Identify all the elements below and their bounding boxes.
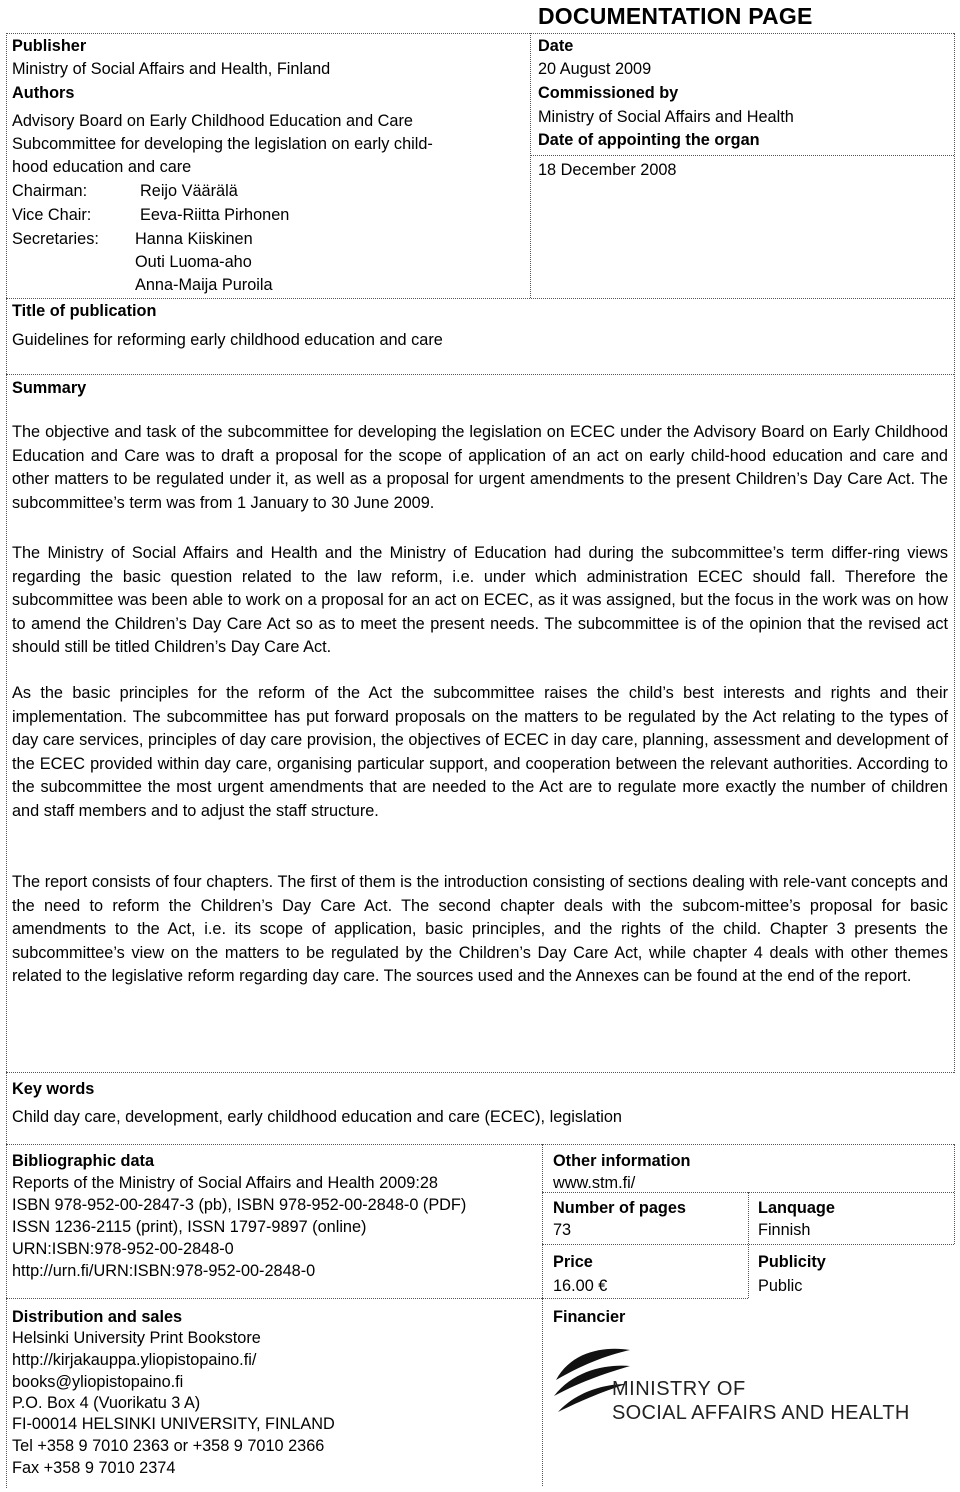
rule (6, 1072, 954, 1073)
bibliographic-line: ISSN 1236-2115 (print), ISSN 1797-9897 (online) (12, 1218, 367, 1236)
distribution-line: FI-00014 HELSINKI UNIVERSITY, FINLAND (12, 1415, 335, 1433)
number-of-pages-label: Number of pages (553, 1199, 686, 1217)
distribution-line: Tel +358 9 7010 2363 or +358 9 7010 2366 (12, 1437, 325, 1455)
publicity-label: Publicity (758, 1253, 826, 1271)
distribution-line: books@yliopistopaino.fi (12, 1373, 184, 1391)
title-of-publication-value: Guidelines for reforming early childhood education and care (12, 331, 443, 349)
rule (530, 155, 954, 156)
rule (542, 1144, 543, 1486)
rule (748, 1192, 749, 1298)
bibliographic-line: URN:ISBN:978-952-00-2848-0 (12, 1240, 234, 1258)
summary-paragraph: The Ministry of Social Affairs and Health and the Ministry of Education had during the subcommittee’s term differ-ring views regarding the basic question related to the law reform, i.e. under which administration ECEC should fall. Therefore the subcommittee was been able to work on a proposal for an act on ECEC, as it was assigned, but the focus in the work was on how to amend the Children’s Day Care Act so as to meet the present needs. The subcommittee is of the opinion that the revised act should still be titled Children’s Day Care Act. (12, 544, 948, 657)
other-information-value: www.stm.fi/ (553, 1174, 636, 1192)
logo-line-2: SOCIAL AFFAIRS AND HEALTH (612, 1402, 910, 1424)
appointing-date-value: 18 December 2008 (538, 161, 677, 179)
summary-paragraph: The objective and task of the subcommittee for developing the legislation on ECEC under the Advisory Board on Early Childhood Education and Care was to draft a proposal for the scope of application of an act on early child-hood education and care and other matters to be regulated under it, as well as a proposal for urgent amendments to the present Children’s Day Care Act. The subcommittee’s term was from 1 January to 30 June 2009. (12, 423, 948, 512)
authors-board: Advisory Board on Early Childhood Education and Care (12, 112, 413, 130)
number-of-pages-value: 73 (553, 1221, 572, 1239)
rule (530, 33, 531, 298)
chairman-name: Reijo Väärälä (140, 182, 238, 200)
bibliographic-line: http://urn.fi/URN:ISBN:978-952-00-2848-0 (12, 1262, 316, 1280)
rule (6, 1144, 954, 1145)
secretaries-label: Secretaries: (12, 230, 99, 248)
secretary-name: Hanna Kiiskinen (135, 230, 253, 248)
distribution-line: http://kirjakauppa.yliopistopaino.fi/ (12, 1351, 257, 1369)
distribution-line: P.O. Box 4 (Vuorikatu 3 A) (12, 1394, 201, 1412)
commissioned-by-label: Commissioned by (538, 84, 679, 102)
bibliographic-line: ISBN 978-952-00-2847-3 (pb), ISBN 978-952-00-2848-0 (PDF) (12, 1196, 467, 1214)
commissioned-by-value: Ministry of Social Affairs and Health (538, 108, 794, 126)
rule (6, 374, 954, 375)
vice-chair-name: Eeva-Riitta Pirhonen (140, 206, 290, 224)
vice-chair-label: Vice Chair: (12, 206, 92, 224)
authors-subcommittee-cont: hood education and care (12, 158, 192, 176)
secretary-name: Anna-Maija Puroila (135, 276, 273, 294)
rule (542, 1244, 954, 1245)
date-label: Date (538, 37, 574, 55)
secretary-name: Outi Luoma-aho (135, 253, 252, 271)
appointing-date-label: Date of appointing the organ (538, 131, 760, 149)
summary-paragraph: As the basic principles for the reform of the Act the subcommittee raises the child’s best interests and rights and their implementation. The subcommittee has put forward proposals on the matters to be regulated by the Act relating to the types of day care services, principles of day care provision, the objectives of ECEC in day care, planning, assessment and development of the ECEC provided within day care, organising particular support, and cooperation between the relevant authorities. According to the subcommittee the most urgent amendments that are needed to the Act are to regulate more exactly the number of children and staff members and to adjust the staff structure. (12, 684, 948, 820)
financier-label: Financier (553, 1308, 626, 1326)
rule (6, 33, 954, 34)
authors-label: Authors (12, 84, 75, 102)
keywords-label: Key words (12, 1080, 95, 1098)
distribution-line: Fax +358 9 7010 2374 (12, 1459, 176, 1477)
date-value: 20 August 2009 (538, 60, 652, 78)
chairman-label: Chairman: (12, 182, 88, 200)
rule (954, 33, 955, 1073)
rule (6, 33, 7, 1488)
bibliographic-line: Reports of the Ministry of Social Affairs and Health 2009:28 (12, 1174, 438, 1192)
publisher-label: Publisher (12, 37, 87, 55)
distribution-line: Helsinki University Print Bookstore (12, 1329, 261, 1347)
price-label: Price (553, 1253, 593, 1271)
summary-paragraph: The report consists of four chapters. The first of them is the introduction consisting of sections dealing with rele-vant concepts and the need to reform the Children’s Day Care Act. The second chapter deals with the subcom-mittee’s proposal for basic amendments to the Act, i.e. its scope of application, basic principles, and the rights of the child. Chapter 3 presents the subcommittee’s view on the matters to be regulated by the Children’s Day Care Act, while chapter 4 deals with other themes related to the legislative reform regarding day care. The sources used and the Annexes can be found at the end of the report. (12, 873, 948, 986)
summary-label: Summary (12, 379, 87, 397)
rule (6, 298, 954, 299)
rule (954, 1144, 955, 1244)
publisher-value: Ministry of Social Affairs and Health, Finland (12, 60, 331, 78)
rule (6, 1298, 542, 1299)
bibliographic-label: Bibliographic data (12, 1152, 155, 1170)
ministry-logo (552, 1340, 942, 1440)
language-label: Lanquage (758, 1199, 835, 1217)
price-value: 16.00 € (553, 1277, 608, 1295)
logo-line-1: MINISTRY OF (612, 1378, 746, 1400)
distribution-label: Distribution and sales (12, 1308, 183, 1326)
authors-subcommittee: Subcommittee for developing the legislation on early child- (12, 135, 433, 153)
publicity-value: Public (758, 1277, 803, 1295)
rule (542, 1298, 748, 1299)
title-of-publication-label: Title of publication (12, 302, 157, 320)
keywords-value: Child day care, development, early childhood education and care (ECEC), legislation (12, 1108, 622, 1126)
language-value: Finnish (758, 1221, 811, 1239)
documentation-page-title: DOCUMENTATION PAGE (538, 3, 813, 29)
other-information-label: Other information (553, 1152, 691, 1170)
